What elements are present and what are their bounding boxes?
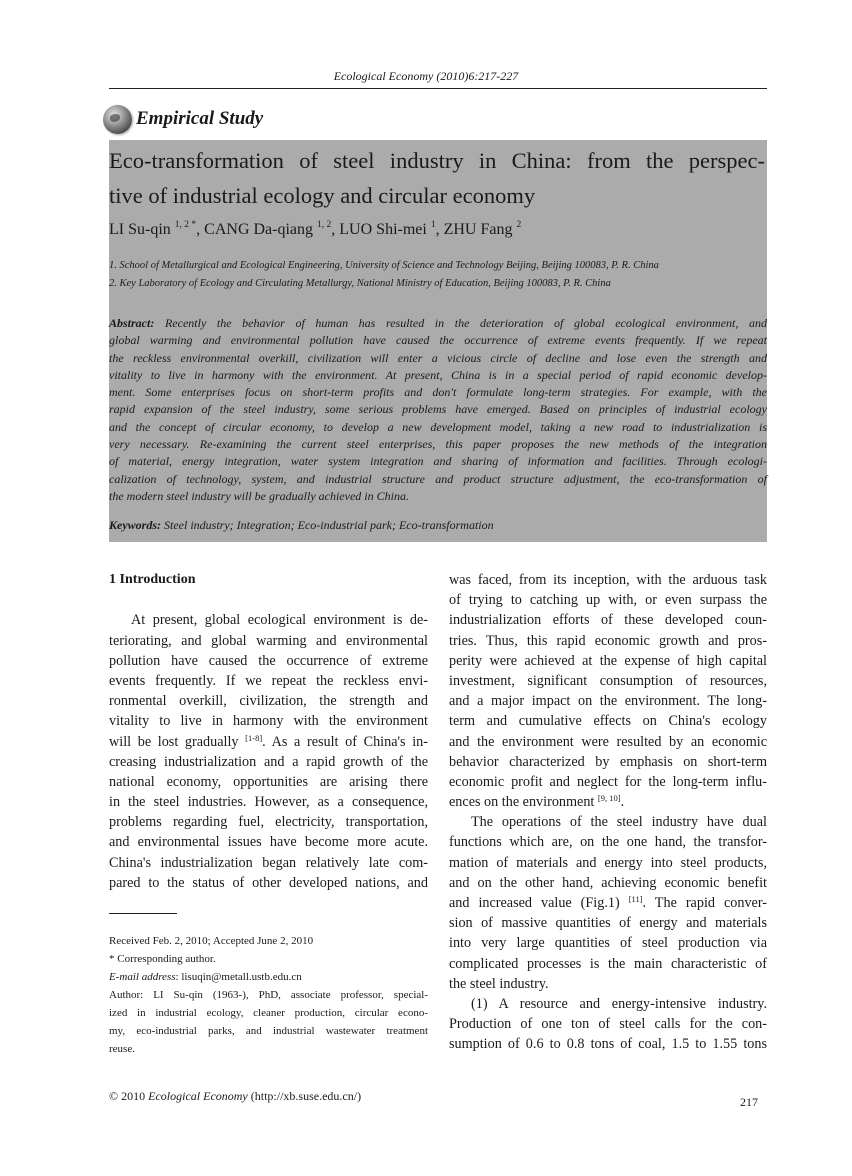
abstract-text: the reckless environmental overkill, civilization will enter a vicious circle of decline and lose even the strength and [109,350,767,365]
title-line: Eco-transformation of steel industry in China: from the perspec- [109,148,765,173]
body-line [109,832,428,852]
body-text: The operations of the steel industry have dual [471,814,767,831]
footnote-rule [109,913,177,914]
body-text: tries. Thus, this rapid economic growth and pros- [449,632,767,649]
section-heading: 1 Introduction [109,572,196,587]
body-text: behavior characterized by emphasis on short-term [449,753,767,770]
footnote-author-bio: my, eco-industrial parks, and industrial wastewater treatment [109,1025,428,1037]
body-line [109,873,428,893]
journal-name: Ecological Economy [148,1089,248,1103]
footnote-author-bio: ized in industrial ecology, cleaner production, circular econo- [109,1007,428,1019]
body-line [449,732,767,752]
body-line [449,610,767,630]
body-line [449,590,767,610]
left-column [109,570,428,893]
body-line [449,752,767,772]
body-text: . [620,794,625,811]
section-label [103,103,263,135]
email-value: : lisuqin@metall.ustb.edu.cn [175,971,302,983]
body-line [109,792,428,812]
abstract-line [109,488,767,505]
author-separator: , [196,221,205,238]
body-line [109,732,428,752]
body-text: teriorating, and global warming and environmental [109,632,428,649]
body-text: mation of materials and energy into steel products, [449,854,767,871]
body-line [109,853,428,873]
body-line [109,651,428,671]
body-line [449,933,767,953]
body-line [109,631,428,651]
abstract-text: calization of technology, system, and industrial structure and product structure adjustment, the eco-transformation of [109,471,767,486]
body-text: was faced, from its inception, with the arduous task [449,572,767,588]
author-name: LUO Shi-mei [339,221,427,238]
body-text: term and cumulative effects on China's ecology [449,713,767,730]
author-name: LI Su-qin [109,221,171,238]
body-text: of trying to catching up with, or even surpass the [449,592,767,609]
body-text: will be lost gradually [109,733,239,750]
abstract-text: ment. Some enterprises focus on short-term profits and don't formulate long-term strategies. For example, with the [109,385,767,400]
keywords-text: Steel industry; Integration; Eco-industrial park; Eco-transformation [164,518,494,532]
body-line [109,711,428,731]
abstract-line [109,315,767,332]
running-head: Ecological Economy (2010)6:217-227 [333,69,519,83]
abstract-line [109,367,767,384]
abstract-line [109,471,767,488]
body-text: Production of one ton of steel calls for the con- [449,1016,767,1033]
body-text: functions which are, on the one hand, the transfor- [449,834,767,851]
body-text: into very large quantities of steel production via [449,935,767,952]
body-text: . As a result of China's in- [262,733,428,750]
keywords [109,518,494,533]
author-name: CANG Da-qiang [204,221,314,238]
body-text: . The rapid conver- [642,895,767,911]
blank-line [109,590,428,610]
body-line [449,873,767,893]
body-text: (1) A resource and energy-intensive industry. [471,995,767,1012]
footnote-author-bio: reuse. [109,1043,135,1055]
copyright-prefix: © 2010 [109,1089,149,1103]
author-separator: , [331,221,340,238]
body-line [449,651,767,671]
citation-marker: [9, 10] [597,793,621,804]
body-text: pared to the status of other developed nations, and [109,874,428,891]
body-line [449,994,767,1014]
body-line [449,772,767,792]
body-text: sumption of 0.6 to 0.8 tons of coal, 1.5 to 1.55 tons [449,1036,767,1053]
abstract-line [109,401,767,418]
abstract-text: very necessary. Re-examining the current steel enterprises, this paper proposes the new methods of the integration [109,437,767,452]
body-text: ences on the environment [449,794,595,811]
body-text: events frequently. If we repeat the reckless envi- [109,672,428,689]
body-text: investment, significant consumption of resources, [449,672,767,689]
body-line [449,691,767,711]
body-line [449,1014,767,1034]
author-affiliation-marker: 1, 2 [317,220,332,230]
body-line [109,691,428,711]
abstract-text: rapid expansion of the steel industry, some serious problems have emerged. Based on principles of industrial ecology [109,402,767,417]
body-text: problems regarding fuel, electricity, transportation, [109,814,428,831]
body-text: in the steel industries. However, as a consequence, [109,794,428,811]
footnotes [109,932,428,1058]
abstract-text: the modern steel industry will be gradually achieved in China. [109,488,409,503]
body-line [449,711,767,731]
abstract-label: Abstract: [109,316,155,330]
body-text: ronmental overkill, civilization, the strength and [109,693,428,710]
body-text: perity were achieved at the expense of high capital [449,652,767,669]
body-text: pollution have caused the occurrence of extreme [109,652,428,669]
body-line [449,913,767,933]
author-name: ZHU Fang [443,221,513,238]
body-line [449,893,767,913]
journal-url: (http://xb.suse.edu.cn/) [247,1089,362,1103]
title-line: tive of industrial ecology and circular economy [109,183,536,208]
body-line [449,832,767,852]
body-line [449,812,767,832]
citation-marker: [11] [628,894,643,904]
abstract-line [109,436,767,453]
body-line [109,610,428,630]
footnote-email [109,968,428,986]
body-line [449,1034,767,1054]
body-line [449,631,767,651]
body-line [449,792,767,812]
footnote-received: Received Feb. 2, 2010; Accepted June 2, 2010 [109,935,314,947]
body-text: sion of massive quantities of energy and materials [449,915,767,932]
footnote-author-bio: Author: LI Su-qin (1963-), PhD, associate professor, special- [109,989,428,1001]
body-text: complicated processes is the main characteristic of [449,955,767,972]
email-label: E-mail address [109,971,176,983]
body-line [109,671,428,691]
body-text: and the environment were resulted by an economic [449,733,767,750]
affiliation: 2. Key Laboratory of Ecology and Circulating Metallurgy, National Ministry of Education, Beijing 100083, P. R. China [109,278,611,289]
body-line [449,974,767,994]
footnote-corresponding: * Corresponding author. [109,953,216,965]
abstract-line [109,384,767,401]
body-line [109,772,428,792]
body-line [449,671,767,691]
header-rule [109,88,767,89]
abstract-text: and the concept of circular economy, to develop a new development model, taking a new road to industrialization is [109,419,767,434]
abstract-line [109,419,767,436]
affiliation: 1. School of Metallurgical and Ecological Engineering, University of Science and Technology Beijing, Beijing 100083, P. R. China [109,260,659,271]
author-affiliation-marker: 1 [430,220,436,230]
author-affiliation-marker: 2 [516,220,522,230]
body-text: and on the other hand, achieving economic benefit [449,874,767,891]
body-line [449,954,767,974]
body-text: vitality to live in harmony with the environment [109,713,428,730]
body-text: economic profit and neglect for the long-term influ- [449,773,767,790]
page-number: 217 [740,1095,758,1109]
abstract-text: vitality to live in harmony with the environment. At present, China is in a special period of rapid economic develop- [109,367,767,382]
abstract-text: of material, energy integration, water system integration and sharing of information and facilities. Through ecologi- [109,454,767,469]
abstract-line [109,453,767,470]
section-label-text: Empirical Study [136,108,264,129]
keywords-label: Keywords: [109,518,161,532]
body-text: national economy, opportunities are arising there [109,773,428,790]
author-affiliation-marker: 1, 2 * [174,220,197,230]
paper-title [109,143,765,213]
abstract-text: global warming and environmental pollution have caused the occurrence of extreme events frequently. If we repeat [109,333,767,348]
body-line [449,570,767,590]
body-text: creasing industrialization and a rapid growth of the [109,753,428,770]
body-text: the steel industry. [449,975,549,992]
body-text: and a major impact on the environment. The long- [449,693,767,710]
right-column [449,570,767,1055]
body-text: and environmental issues have become more acute. [109,834,428,851]
abstract-text: Recently the behavior of human has resulted in the deterioration of global ecological environment, and [164,316,767,330]
body-line [109,752,428,772]
copyright [109,1089,361,1104]
body-text: and increased value (Fig.1) [449,895,620,911]
abstract [109,315,767,505]
body-line [109,812,428,832]
author-separator: , [435,221,444,238]
abstract-line [109,332,767,349]
author-list [109,219,521,241]
body-text: China's industrialization began relatively late com- [109,854,428,871]
body-line [449,853,767,873]
body-text: industrialization efforts of these developed coun- [449,612,767,629]
globe-icon [103,105,132,134]
abstract-line [109,350,767,367]
body-text: At present, global ecological environment is de- [131,612,428,629]
citation-marker: [1-8] [245,732,263,743]
